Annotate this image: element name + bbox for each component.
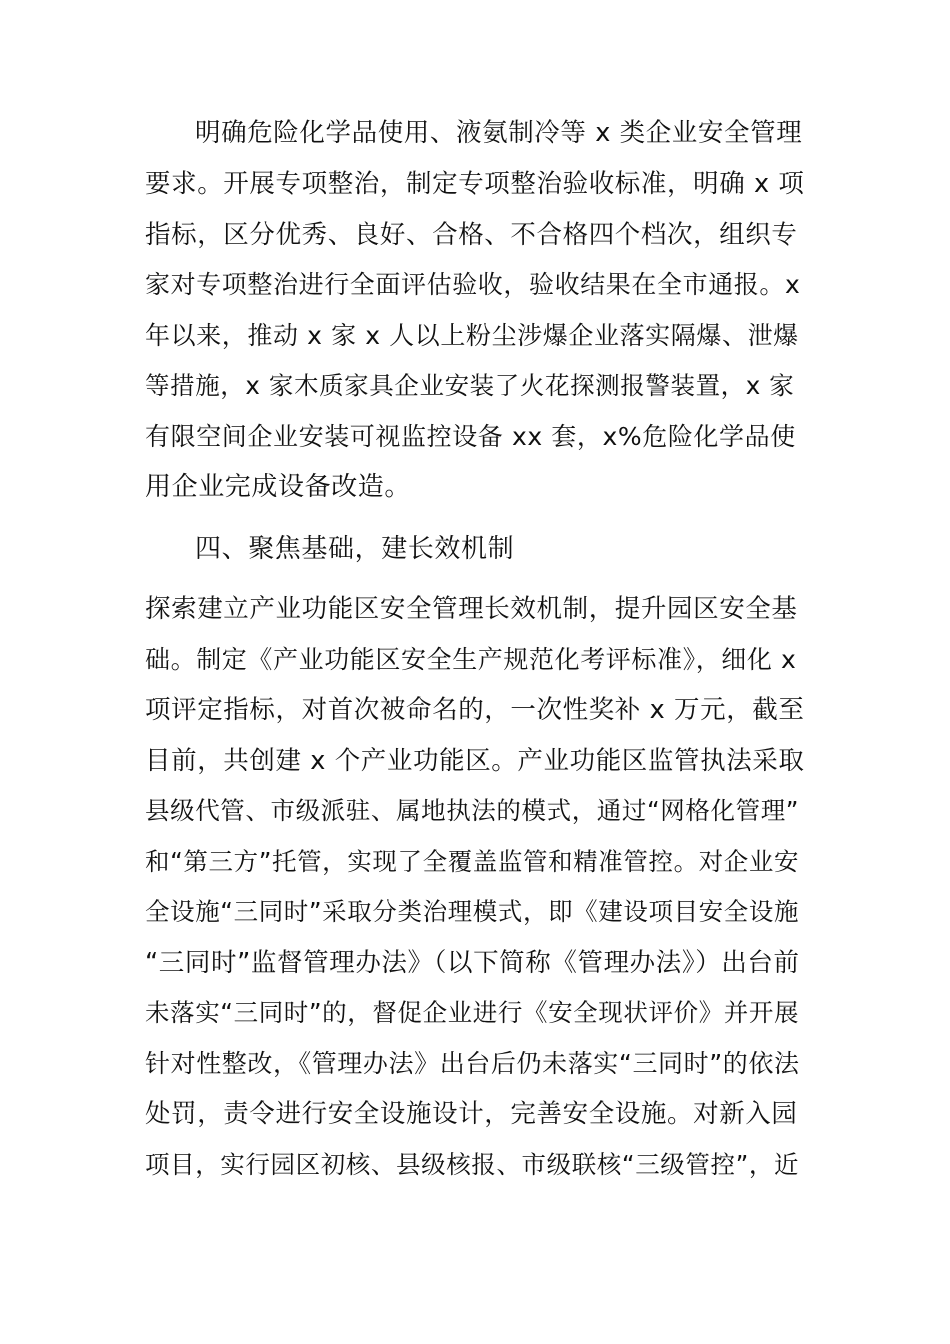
paragraph-line: 用企业完成设备改造。 bbox=[145, 472, 412, 502]
paragraph-line: 项评定指标，对首次被命名的，一次性奖补 x 万元，截至 bbox=[145, 695, 805, 725]
paragraph-line: 明确危险化学品使用、液氨制冷等 x 类企业安全管理 bbox=[195, 118, 803, 148]
paragraph-line: 探索建立产业功能区安全管理长效机制，提升园区安全基 bbox=[145, 594, 798, 624]
paragraph-line: 有限空间企业安装可视监控设备 xx 套，x%危险化学品使 bbox=[145, 422, 796, 451]
paragraph-line: 处罚，责令进行安全设施设计，完善安全设施。对新入园 bbox=[145, 1099, 798, 1129]
section-heading: 四、聚焦基础，建长效机制 bbox=[195, 534, 515, 564]
paragraph-line: 和“第三方”托管，实现了全覆盖监管和精准管控。对企业安 bbox=[145, 847, 800, 876]
paragraph-line: 年以来，推动 x 家 x 人以上粉尘涉爆企业落实隔爆、泄爆 bbox=[145, 321, 799, 350]
paragraph-line: 家对专项整治进行全面评估验收，验收结果在全市通报。x bbox=[145, 270, 801, 299]
paragraph-line: 项目，实行园区初核、县级核报、市级联核“三级管控”，近 bbox=[145, 1150, 800, 1179]
paragraph-line: 未落实“三同时”的，督促企业进行《安全现状评价》并开展 bbox=[145, 998, 800, 1027]
paragraph-line: 县级代管、市级派驻、属地执法的模式，通过“网格化管理” bbox=[145, 796, 800, 825]
paragraph-line: 目前，共创建 x 个产业功能区。产业功能区监管执法采取 bbox=[145, 746, 805, 776]
paragraph-line: “三同时”监督管理办法》（以下简称《管理办法》）出台前 bbox=[145, 948, 800, 978]
paragraph-line: 指标，区分优秀、良好、合格、不合格四个档次，组织专 bbox=[145, 220, 798, 250]
paragraph-line: 全设施“三同时”采取分类治理模式，即《建设项目安全设施 bbox=[145, 897, 800, 926]
paragraph-line: 要求。开展专项整治，制定专项整治验收标准，明确 x 项 bbox=[145, 169, 805, 199]
paragraph-line: 础。制定《产业功能区安全生产规范化考评标准》，细化 x bbox=[145, 645, 797, 674]
paragraph-line: 针对性整改，《管理办法》出台后仍未落实“三同时”的依法 bbox=[145, 1049, 800, 1078]
paragraph-line: 等措施，x 家木质家具企业安装了火花探测报警装置，x 家 bbox=[145, 371, 795, 400]
